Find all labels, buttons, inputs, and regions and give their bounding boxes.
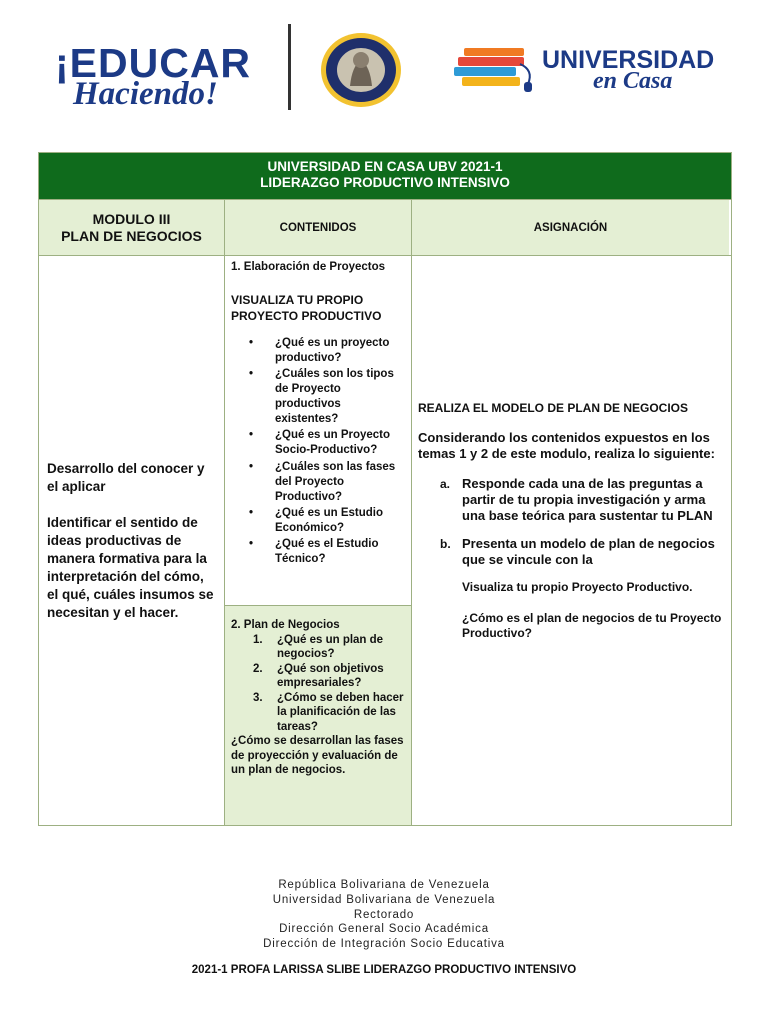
universidad-en-casa-logo xyxy=(450,40,715,100)
list-item xyxy=(418,476,723,524)
module-description-cell xyxy=(39,256,224,825)
list-text: Presenta un modelo de plan de negocios que se vincule con la xyxy=(462,536,715,567)
list-text: ¿Cómo se deben hacer la planificación de las tareas? xyxy=(277,691,404,733)
list-item xyxy=(231,633,406,662)
table-title-line2: LIDERAZGO PRODUCTIVO INTENSIVO xyxy=(260,175,510,190)
assignment-header-cell: ASIGNACIÓN xyxy=(411,200,729,255)
list-item: • ¿Cuáles son los tipos de Proyecto productivos existentes? xyxy=(231,367,406,427)
logo-right-line2: en Casa xyxy=(593,68,673,94)
footer-line: Universidad Bolivariana de Venezuela xyxy=(272,893,496,906)
header-divider xyxy=(288,24,291,110)
module-description-para1: Desarrollo del conocer y el aplicar xyxy=(47,460,205,494)
list-text: ¿Qué es un plan de negocios? xyxy=(277,633,384,660)
list-item: • ¿Qué es un Estudio Económico? xyxy=(231,506,406,536)
contents-cell xyxy=(224,256,411,825)
list-letter: b. xyxy=(440,537,451,551)
contents-2-list xyxy=(231,633,406,735)
module-header-line1: MODULO III xyxy=(92,210,171,227)
table-title-line1: UNIVERSIDAD EN CASA UBV 2021-1 xyxy=(267,159,503,174)
logo-right-line1: UNIVERSIDAD xyxy=(542,46,715,74)
logo-left-line2: Haciendo! xyxy=(73,76,218,112)
list-item: • ¿Qué es un proyecto productivo? xyxy=(231,336,406,366)
assignment-line1: Visualiza tu propio Proyecto Productivo. xyxy=(462,580,693,594)
assignment-intro: Considerando los contenidos expuestos en los temas 1 y 2 de este modulo, realiza lo siguiente: xyxy=(418,430,715,461)
list-item: • ¿Qué es el Estudio Técnico? xyxy=(231,537,406,567)
educar-haciendo-logo xyxy=(55,40,280,110)
books-icon xyxy=(450,44,538,94)
list-number: 2. xyxy=(253,662,263,675)
list-item xyxy=(231,662,406,691)
list-item xyxy=(231,691,406,735)
table-header-row xyxy=(39,199,731,255)
module-header-cell xyxy=(39,200,224,255)
logo-left-line1: ¡EDUCAR xyxy=(55,40,252,86)
contents-2-title: 2. Plan de Negocios xyxy=(231,619,340,631)
list-item xyxy=(418,536,723,568)
module-table xyxy=(38,152,732,826)
assignment-cell xyxy=(411,256,729,825)
footer-line: Dirección General Socio Académica xyxy=(279,923,489,936)
table-title xyxy=(39,153,731,199)
list-letter: a. xyxy=(440,477,451,491)
contents-1-list xyxy=(231,336,406,567)
university-seal-icon xyxy=(318,30,404,110)
footer-line: Rectorado xyxy=(353,908,415,921)
contents-1-title: 1. Elaboración de Proyectos xyxy=(231,261,386,273)
contents-2-tail: ¿Cómo se desarrollan las fases de proyección y evaluación de un plan de negocios. xyxy=(231,735,404,776)
footer-bottom-line: 2021-1 PROFA LARISSA SLIBE LIDERAZGO PRODUCTIVO INTENSIVO xyxy=(191,964,577,976)
list-number: 3. xyxy=(253,691,263,704)
contents-header-cell: CONTENIDOS xyxy=(224,200,411,255)
assignment-list xyxy=(418,476,723,568)
assignment-line2: ¿Cómo es el plan de negocios de tu Proyecto Productivo? xyxy=(462,611,722,640)
contents-section-1 xyxy=(225,256,411,605)
contents-1-subtitle: VISUALIZA TU PROPIO PROYECTO PRODUCTIVO xyxy=(231,293,382,323)
footer-line: República Bolivariana de Venezuela xyxy=(278,879,490,891)
institution-footer xyxy=(0,878,768,952)
footer-line: Dirección de Integración Socio Educativa xyxy=(263,938,505,951)
list-text: ¿Qué son objetivos empresariales? xyxy=(277,662,384,689)
list-text: Responde cada una de las preguntas a partir de tu propia investigación y arma una base teórica para sustentar tu PLAN xyxy=(462,476,713,523)
contents-section-2 xyxy=(225,605,411,825)
assignment-title: REALIZA EL MODELO DE PLAN DE NEGOCIOS xyxy=(418,401,689,415)
module-header-line2: PLAN DE NEGOCIOS xyxy=(61,227,202,244)
list-item: • ¿Qué es un Proyecto Socio-Productivo? xyxy=(231,428,406,458)
list-number: 1. xyxy=(253,633,263,646)
table-body-row xyxy=(39,255,731,825)
list-item: • ¿Cuáles son las fases del Proyecto Productivo? xyxy=(231,460,406,505)
module-description-para2: Identificar el sentido de ideas productivas de manera formativa para la interpretación del cómo, el qué, cuáles insumos se necesitan y el hacer. xyxy=(47,514,214,620)
